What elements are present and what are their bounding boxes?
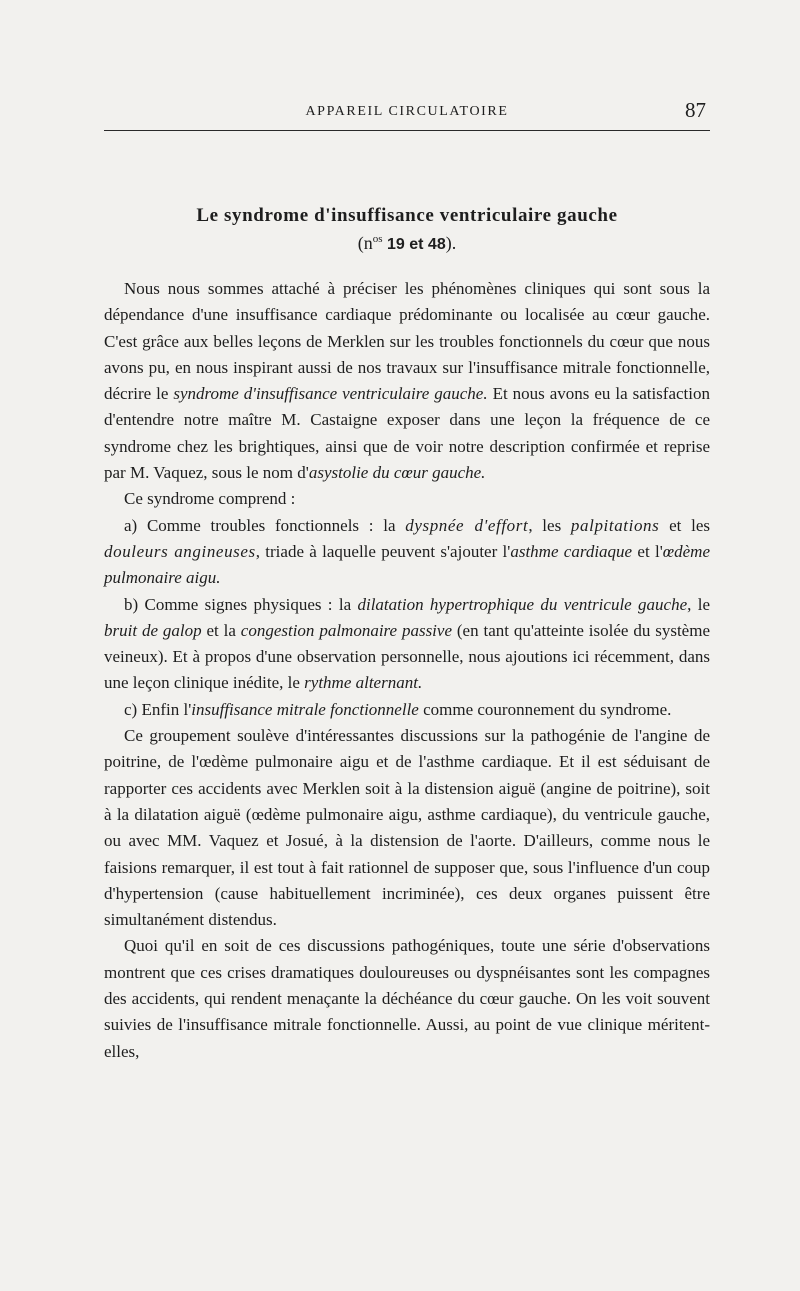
paragraph-5 — [104, 697, 710, 723]
italic-run: œdème pulmonaire aigu. — [104, 541, 710, 588]
paragraph-4 — [104, 592, 710, 697]
chapter-title: Le syndrome d'insuffisance ventriculaire gauche — [196, 205, 618, 226]
ref-numbers: 19 et 48 — [382, 236, 446, 253]
body-text — [104, 276, 710, 1065]
italic-run: bruit de galop — [104, 620, 202, 640]
italic-run: asystolie du cœur gauche. — [308, 463, 486, 483]
page-number: 87 — [685, 98, 706, 122]
running-header — [104, 96, 710, 131]
italic-run: syndrome d'insuffisance ventriculaire gauche. — [173, 384, 488, 404]
text-run: Nous nous sommes attaché à préciser les phénomènes cliniques qui sont sous la dépendance d'une insuffisance cardiaque prédominante ou localisée au cœur gauche. C'est grâce aux belles leçons de Merklen sur les troubles fonctionnels du cœur que nous avons pu, en nous inspirant aussi de nos travaux sur l'insuffisance mitrale fonctionnelle, décrire le — [104, 279, 710, 404]
book-page — [104, 96, 710, 1065]
paragraph-6: Ce groupement soulève d'intéressantes discussions sur la pathogénie de l'angine de poitrine, de l'œdème pulmonaire aigu et de l'asthme cardiaque. Et il est séduisant de rapporter ces accidents avec Merklen soit à la distension aiguë (angine de poitrine), soit à la dilatation aiguë (œdème pulmonaire aigu, asthme cardiaque), du ventricule gauche, ou avec MM. Vaquez et Josué, à la distension de l'aorte. D'ailleurs, comme nous le faisions remarquer, il est tout à fait rationnel de supposer que, sous l'influence d'un coup d'hypertension (cause habituellement incriminée), ces deux organes puissent être simultanément distendus. — [104, 726, 710, 930]
ref-open: (n — [357, 233, 373, 253]
text-run: , les — [528, 515, 571, 535]
text-run: Et nous avons eu la satisfaction d'entendre notre maître M. Castaigne exposer dans une leçon la fréquence de ce syndrome chez les brightiques, ainsi que de voir notre description confirmée et reprise par M. Vaquez, sous le nom d' — [104, 384, 710, 483]
paragraph-1 — [104, 276, 710, 486]
italic-run: insuffisance mitrale fonctionnelle — [191, 699, 419, 719]
italic-run: congestion palmonaire passive — [240, 620, 452, 640]
text-run: c) Enfin l' — [124, 699, 192, 719]
text-run: (en tant qu'atteinte isolée du système veineux). Et à propos d'une observation personnelle, nous ajoutions ici récemment, dans une leçon clinique inédite, le — [104, 620, 710, 693]
chapter-reference — [104, 233, 710, 254]
text-run: et la — [201, 620, 241, 640]
italic-run: asthme cardiaque — [510, 541, 633, 561]
italic-run: palpitations — [570, 515, 660, 535]
italic-run: douleurs angineuses — [104, 541, 256, 561]
running-title: APPAREIL CIRCULATOIRE — [305, 104, 509, 119]
paragraph-3 — [104, 513, 710, 592]
text-run: comme couronnement du syndrome. — [418, 699, 672, 719]
italic-run: rythme alternant. — [304, 673, 423, 693]
italic-run: dilatation hypertrophique du ventricule gauche — [357, 594, 688, 614]
ref-close: ). — [445, 233, 457, 253]
paragraph-2: Ce syndrome comprend : — [124, 489, 296, 509]
text-run: a) Comme troubles fonctionnels : la — [124, 515, 406, 535]
text-run: et l' — [632, 541, 663, 561]
italic-run: dyspnée d'effort — [405, 515, 529, 535]
paragraph-7: Quoi qu'il en soit de ces discussions pathogéniques, toute une série d'observations montrent que ces crises dramatiques douloureuses ou dyspnéisantes sont les compagnes des accidents, qui rendent menaçante la déchéance du cœur gauche. On les voit souvent suivies de l'insuffisance mitrale fonctionnelle. Aussi, au point de vue clinique méritent-elles, — [104, 936, 710, 1061]
text-run: , le — [687, 594, 711, 614]
text-run: b) Comme signes physiques : la — [124, 594, 358, 614]
ref-superscript: os — [372, 233, 383, 245]
text-run: et les — [659, 515, 710, 535]
text-run: , triade à laquelle peuvent s'ajouter l' — [255, 541, 511, 561]
